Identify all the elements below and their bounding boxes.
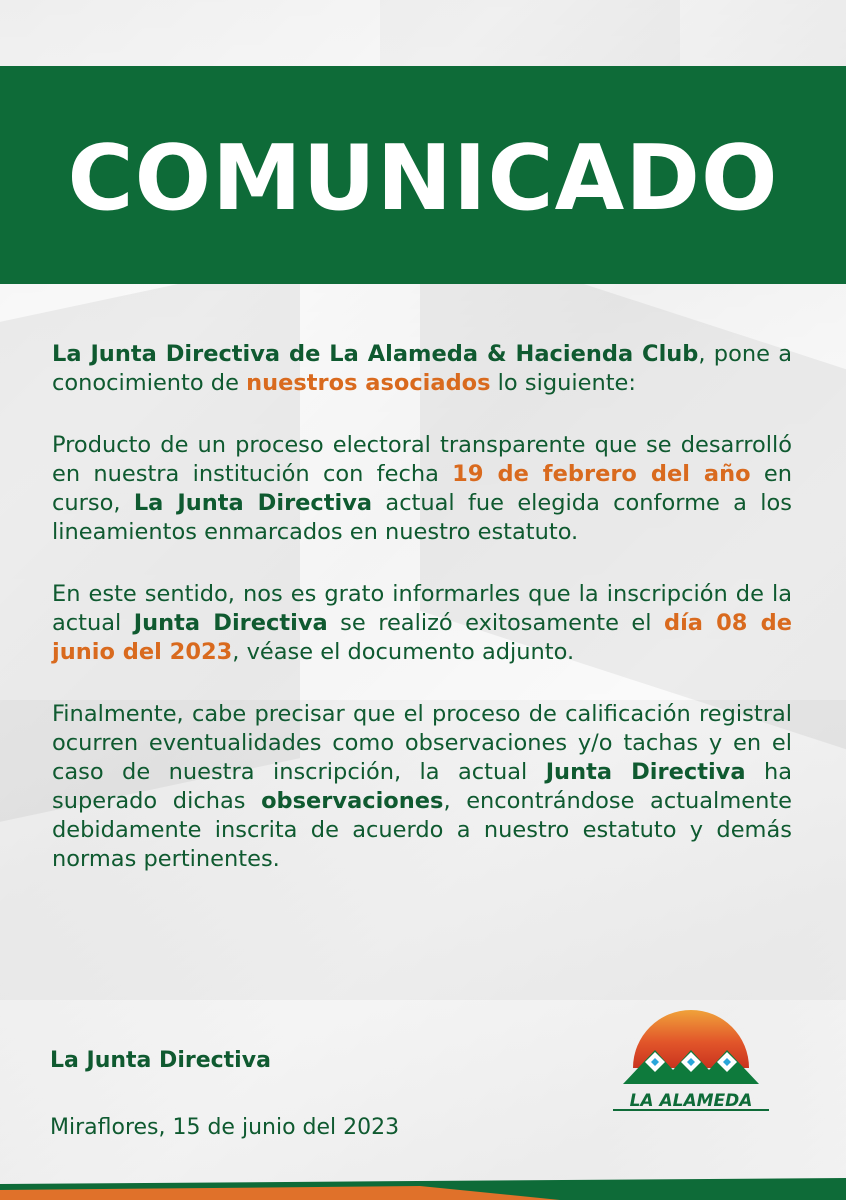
paragraph-intro	[52, 340, 792, 398]
text-segment: Finalmente, cabe precisar que el proceso de calificación registral ocurren eventualidades como observaciones y/o tachas y en el caso de nuestra inscripción, la actual	[52, 701, 792, 785]
text-segment: , pone a conocimiento de	[52, 341, 792, 396]
bold-observaciones: observaciones	[261, 788, 444, 814]
bg-top-shape	[380, 0, 680, 66]
paragraph-registration	[52, 580, 792, 667]
title-banner	[0, 66, 846, 284]
paragraph-final	[52, 700, 792, 874]
signature: La Junta Directiva	[50, 1048, 271, 1073]
place-date: Miraflores, 15 de junio del 2023	[50, 1115, 400, 1140]
logo-text: LA ALAMEDA	[629, 1091, 753, 1111]
org-name: La Junta Directiva de La Alameda & Hacienda Club	[52, 341, 699, 367]
communique-body	[52, 340, 792, 907]
bold-junta: La Junta Directiva	[133, 490, 373, 516]
highlight-associates: nuestros asociados	[246, 370, 491, 396]
text-segment: actual fue elegida conforme a los lineamientos enmarcados en nuestro estatuto.	[52, 490, 793, 545]
text-segment: , véase el documento adjunto.	[232, 639, 575, 665]
bold-junta: Junta Directiva	[133, 610, 328, 636]
highlight-registration-date: día 08 de junio del 2023	[52, 610, 792, 665]
highlight-election-date: 19 de febrero del año	[452, 461, 751, 487]
bold-junta: Junta Directiva	[545, 759, 746, 785]
text-segment: lo siguiente:	[490, 370, 636, 396]
text-segment: se realizó exitosamente el	[327, 610, 664, 636]
paragraph-election	[52, 431, 792, 547]
text-segment: Producto de un proceso electoral transparente que se desarrolló en nuestra institución con fecha	[52, 432, 792, 487]
text-segment: En este sentido, nos es grato informarles que la inscripción de la actual	[52, 581, 792, 636]
text-segment: ha superado dichas	[52, 759, 792, 814]
text-segment: en curso,	[52, 461, 792, 516]
bottom-stripe	[0, 1164, 846, 1200]
la-alameda-logo	[603, 996, 779, 1116]
text-segment: , encontrándose actualmente debidamente inscrita de acuerdo a nuestro estatuto y demás normas pertinentes.	[52, 788, 792, 872]
page-title: COMUNICADO	[67, 125, 779, 231]
